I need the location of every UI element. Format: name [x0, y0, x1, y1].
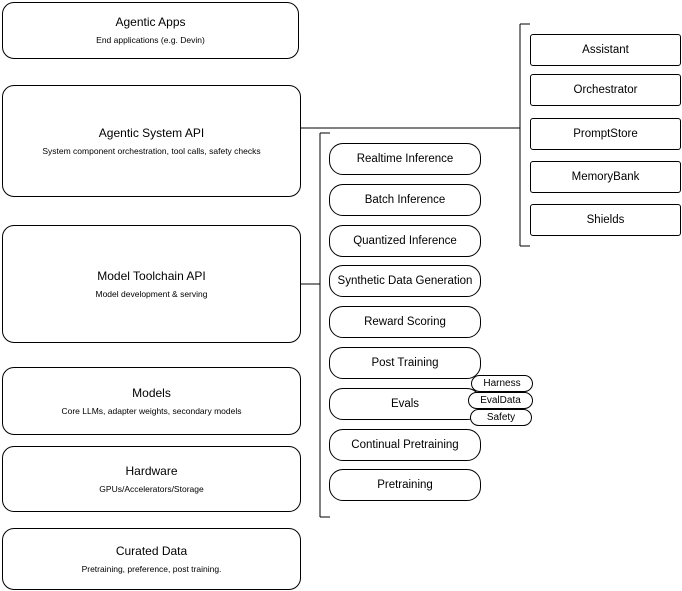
node-title: Agentic System API	[98, 125, 205, 140]
node-title: Shields	[586, 213, 625, 226]
node-subtitle: Model development & serving	[95, 288, 208, 299]
node-title: Realtime Inference	[356, 152, 454, 165]
node-reward-scoring[interactable]	[329, 306, 481, 338]
node-subtitle: Pretraining, preference, post training.	[81, 563, 222, 574]
node-synthetic-data-generation[interactable]	[329, 265, 481, 297]
node-quantized-inference[interactable]	[329, 225, 481, 257]
pill-evaldata[interactable]	[468, 392, 533, 409]
node-title: Orchestrator	[573, 83, 638, 96]
node-models[interactable]	[2, 367, 301, 435]
node-orchestrator[interactable]	[530, 74, 681, 106]
pill-label: EvalData	[480, 395, 521, 406]
node-batch-inference[interactable]	[329, 184, 481, 216]
node-curated-data[interactable]	[2, 528, 301, 590]
pill-safety[interactable]	[470, 409, 532, 426]
node-memorybank[interactable]	[530, 161, 681, 193]
pill-harness[interactable]	[471, 375, 533, 392]
pill-label: Safety	[486, 412, 516, 423]
node-evals[interactable]	[329, 388, 481, 420]
node-title: Agentic Apps	[115, 15, 186, 29]
node-title: Batch Inference	[364, 193, 446, 206]
node-realtime-inference[interactable]	[329, 143, 481, 175]
node-hardware[interactable]	[2, 446, 301, 512]
node-title: MemoryBank	[571, 170, 640, 183]
node-subtitle: System component orchestration, tool calls, safety checks	[42, 145, 261, 156]
node-title: PromptStore	[573, 127, 638, 140]
node-model-toolchain-api[interactable]	[2, 225, 301, 343]
node-promptstore[interactable]	[530, 118, 681, 150]
node-title: Post Training	[371, 356, 439, 369]
node-title: Quantized Inference	[353, 234, 457, 247]
node-title: Model Toolchain API	[97, 268, 206, 283]
node-shields[interactable]	[530, 204, 681, 236]
node-title: Pretraining	[377, 478, 433, 491]
node-agentic-system-api[interactable]	[2, 85, 301, 197]
node-title: Assistant	[582, 43, 629, 56]
pill-label: Harness	[483, 378, 521, 389]
node-subtitle: GPUs/Accelerators/Storage	[99, 483, 204, 494]
node-agentic-apps[interactable]	[2, 2, 299, 59]
node-subtitle: End applications (e.g. Devin)	[96, 35, 205, 45]
node-title: Models	[132, 385, 171, 400]
node-continual-pretraining[interactable]	[329, 429, 481, 461]
node-subtitle: Core LLMs, adapter weights, secondary models	[61, 405, 242, 416]
node-title: Synthetic Data Generation	[337, 274, 473, 287]
node-title: Curated Data	[115, 543, 188, 558]
node-assistant[interactable]	[530, 34, 681, 66]
node-title: Hardware	[125, 463, 178, 478]
node-title: Reward Scoring	[364, 315, 446, 328]
node-title: Evals	[390, 397, 420, 410]
node-pretraining[interactable]	[329, 469, 481, 501]
node-title: Continual Pretraining	[351, 438, 459, 451]
node-post-training[interactable]	[329, 347, 481, 379]
